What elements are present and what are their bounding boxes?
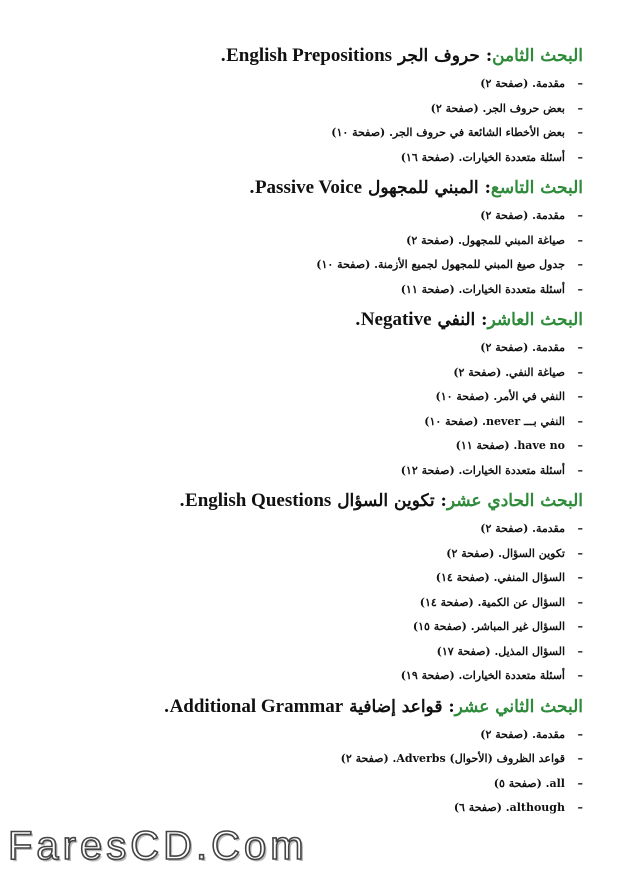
bullet-dash-icon: – bbox=[577, 341, 583, 354]
bullet-dash-icon: – bbox=[577, 390, 583, 403]
bullet-dash-icon: – bbox=[577, 126, 583, 139]
list-item: – مقدمة. (صفحة ٢) bbox=[40, 517, 583, 542]
list-item: – تكوين السؤال. (صفحة ٢) bbox=[40, 542, 583, 567]
list-item: – السؤال المذيل. (صفحة ١٧) bbox=[40, 640, 583, 665]
list-item: – أسئلة متعددة الخيارات. (صفحة ١٦) bbox=[40, 146, 583, 171]
list-item: – مقدمة. (صفحة ٢) bbox=[40, 204, 583, 229]
section-english-title: Additional Grammar bbox=[169, 695, 344, 717]
list-item: – مقدمة. (صفحة ٢) bbox=[40, 723, 583, 748]
list-item: – السؤال غير المباشر. (صفحة ١٥) bbox=[40, 615, 583, 640]
bullet-dash-icon: – bbox=[577, 595, 583, 609]
section-additional-grammar bbox=[40, 695, 583, 821]
section-title: حروف الجر bbox=[398, 46, 480, 66]
bullet-dash-icon: – bbox=[577, 233, 583, 247]
section-negative bbox=[40, 308, 583, 483]
section-english-title: English Questions bbox=[185, 490, 332, 511]
list-item: – النفي في الأمر. (صفحة ١٠) bbox=[40, 385, 583, 410]
section-label: البحث الثامن bbox=[492, 46, 583, 66]
list-item: – قواعد الظروف (الأحوال) Adverbs. (صفحة ٢) bbox=[40, 747, 583, 772]
section-heading: البحث الثامن: حروف الجر English Prepositions. bbox=[220, 45, 583, 66]
section-english-title: English Prepositions bbox=[226, 45, 393, 66]
list-item: – النفي بـــ never. (صفحة ١٠) bbox=[40, 410, 583, 435]
bullet-dash-icon: – bbox=[577, 644, 583, 658]
bullet-dash-icon: – bbox=[577, 522, 583, 535]
bullet-dash-icon: – bbox=[577, 620, 583, 633]
list-item: – أسئلة متعددة الخيارات. (صفحة ١٢) bbox=[40, 459, 583, 484]
section-label: البحث العاشر bbox=[487, 310, 583, 330]
section-title: المبني للمجهول bbox=[368, 178, 479, 198]
list-item: – السؤال عن الكمية. (صفحة ١٤) bbox=[40, 591, 583, 616]
bullet-dash-icon: – bbox=[577, 801, 583, 814]
list-item: – جدول صيغ المبني للمجهول لجميع الأزمنة. (صفحة ١٠) bbox=[40, 253, 583, 278]
bullet-dash-icon: – bbox=[577, 727, 583, 741]
list-item: – صياغة النفي. (صفحة ٢) bbox=[40, 361, 583, 386]
section-passive-voice bbox=[40, 176, 583, 302]
section-label: البحث الحادي عشر bbox=[446, 491, 583, 511]
section-title: النفي bbox=[437, 310, 476, 330]
list-item: – أسئلة متعددة الخيارات. (صفحة ١١) bbox=[40, 278, 583, 303]
bullet-dash-icon: – bbox=[577, 752, 583, 765]
section-heading: البحث التاسع: المبني للمجهول Passive Voice. bbox=[249, 177, 583, 198]
list-item: – مقدمة. (صفحة ٢) bbox=[40, 72, 583, 97]
section-title: تكوين السؤال bbox=[337, 491, 435, 511]
list-item: – have no. (صفحة ١١) bbox=[40, 434, 583, 459]
table-of-contents bbox=[40, 44, 583, 821]
bullet-dash-icon: – bbox=[577, 463, 583, 477]
bullet-dash-icon: – bbox=[577, 282, 583, 296]
bullet-dash-icon: – bbox=[577, 77, 583, 90]
section-label: البحث التاسع bbox=[490, 178, 583, 198]
list-item: – all. (صفحة ٥) bbox=[40, 772, 583, 797]
section-questions bbox=[40, 489, 583, 689]
bullet-dash-icon: – bbox=[577, 546, 583, 560]
section-english-title: Passive Voice bbox=[254, 177, 363, 198]
bullet-dash-icon: – bbox=[577, 414, 583, 428]
section-label: البحث الثاني عشر bbox=[454, 696, 583, 717]
bullet-dash-icon: – bbox=[577, 365, 583, 379]
bullet-dash-icon: – bbox=[577, 258, 583, 271]
section-prepositions bbox=[40, 44, 583, 170]
section-heading: البحث الثاني عشر: قواعد إضافية Additional Grammar. bbox=[163, 695, 583, 717]
list-item: – أسئلة متعددة الخيارات. (صفحة ١٩) bbox=[40, 664, 583, 689]
watermark-logo: FaresCD.Com bbox=[8, 824, 308, 868]
section-title: قواعد إضافية bbox=[349, 696, 443, 717]
bullet-dash-icon: – bbox=[577, 101, 583, 115]
list-item: – بعض الأخطاء الشائعة في حروف الجر. (صفحة ١٠) bbox=[40, 121, 583, 146]
list-item: – مقدمة. (صفحة ٢) bbox=[40, 336, 583, 361]
list-item: – although. (صفحة ٦) bbox=[40, 796, 583, 821]
list-item: – السؤال المنفي. (صفحة ١٤) bbox=[40, 566, 583, 591]
section-english-title: Negative bbox=[360, 309, 432, 330]
section-heading: البحث الحادي عشر: تكوين السؤال English Questions. bbox=[179, 490, 583, 511]
section-heading: البحث العاشر: النفي Negative. bbox=[354, 309, 583, 330]
list-item: – صياغة المبني للمجهول. (صفحة ٢) bbox=[40, 229, 583, 254]
list-item: – بعض حروف الجر. (صفحة ٢) bbox=[40, 97, 583, 122]
bullet-dash-icon: – bbox=[577, 776, 583, 790]
bullet-dash-icon: – bbox=[577, 209, 583, 222]
bullet-dash-icon: – bbox=[577, 439, 583, 452]
bullet-dash-icon: – bbox=[577, 571, 583, 584]
bullet-dash-icon: – bbox=[577, 150, 583, 164]
bullet-dash-icon: – bbox=[577, 669, 583, 682]
